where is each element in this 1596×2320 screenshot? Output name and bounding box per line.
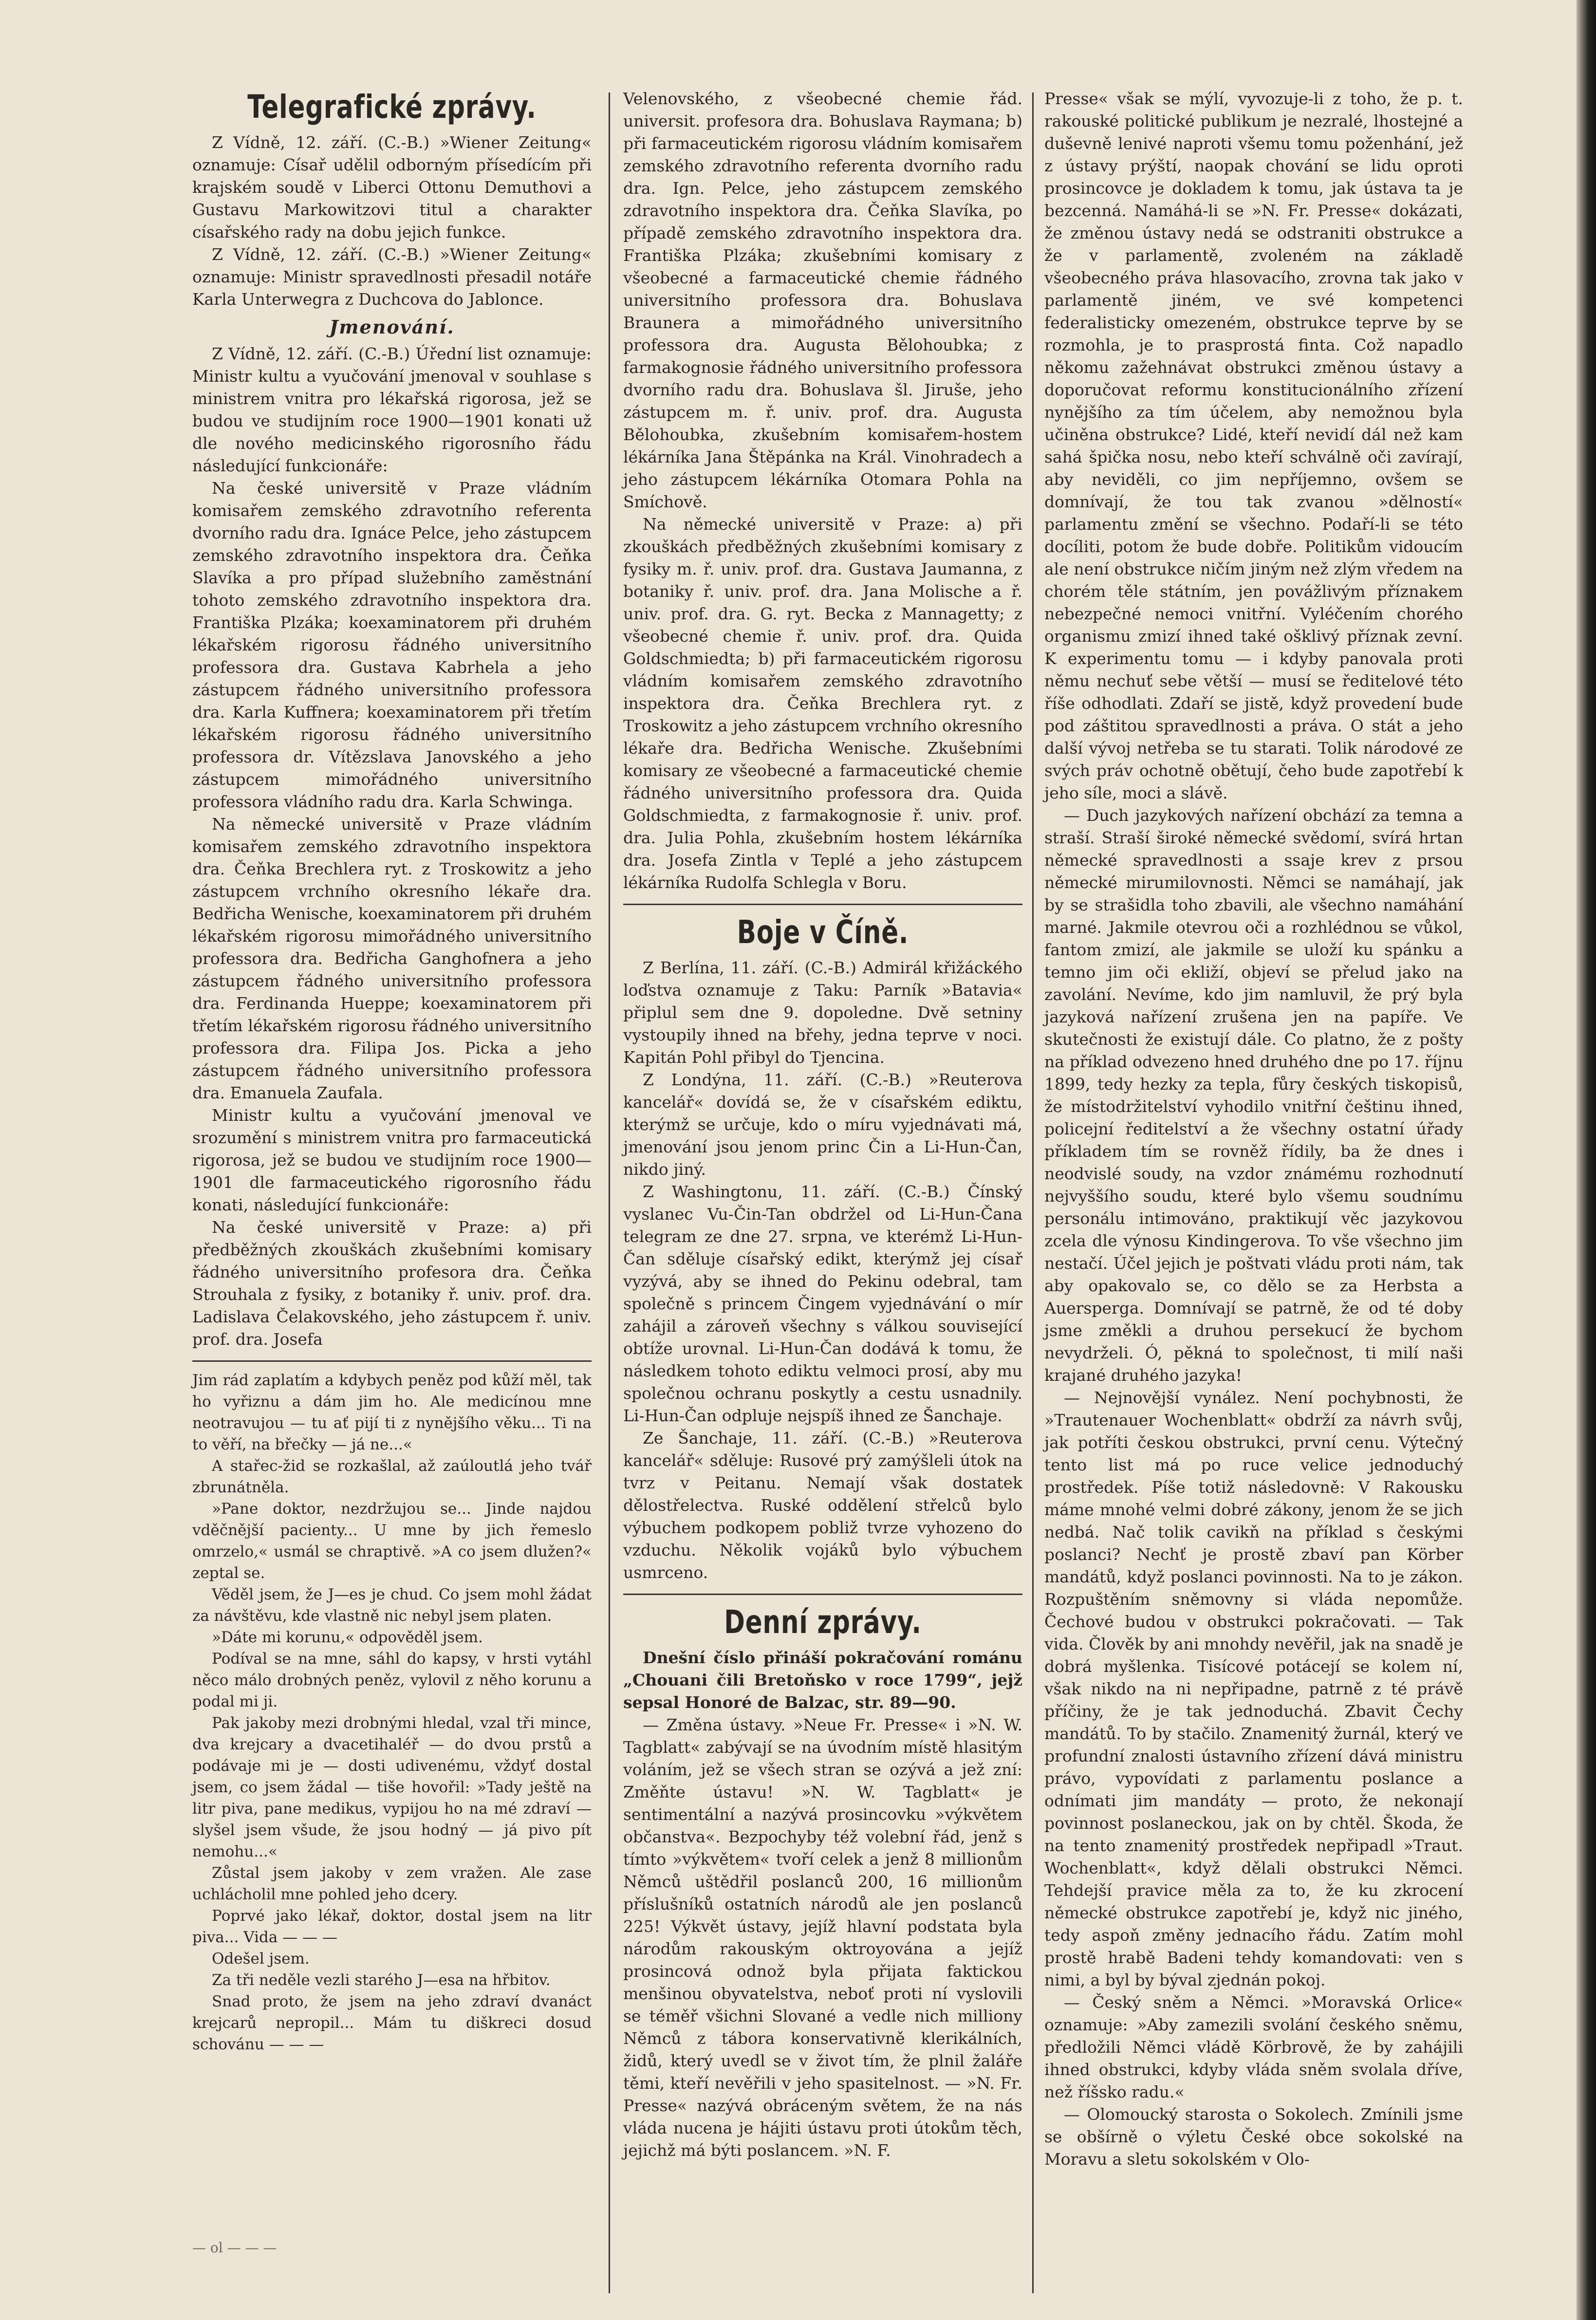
story-paragraph: Odešel jsem. — [212, 1950, 310, 1967]
news-item: Na české universitě v Praze: a) při předběžných zkouškách zkušebními komisary řádného universitního profesora dra. Čeňka Strouhala z fysiky, z botaniky ř. univ. prof. dra. Ladislava Čelakovského, jeho zástupcem ř. univ. prof. dra. Josefa — [192, 1218, 592, 1349]
story-paragraph: Snad proto, že jsem na jeho zdraví dvanáct krejcarů nepropil... Mám tu diškreci dosud schovánu — — — — [192, 1993, 592, 2053]
section-divider — [623, 904, 1022, 905]
news-item: Velenovského, z všeobecné chemie řád. universit. profesora dra. Bohuslava Raymana; b) při farmaceutickém rigorosu vládním komisařem zemského zdravotního referenta dvorního radu dra. Ign. Pelce, jeho zástupcem zemského zdravotního inspektora dra. Čeňka Slavíka, po případě zemského zdravotního inspektora dra. Františka Plzáka; zkušebními komisary z všeobecné a farmaceutické chemie řádného universitního professora dra. Bohuslava Braunera a mimořádného universitního professora dra. Augusta Bělohoubka; z farmakognosie řádného universitního professora dvorního radu dra. Bohuslava šl. Jiruše, jeho zástupcem m. ř. univ. prof. dra. Augusta Bělohoubka, zkušebním komisařem-hostem lékárníka Jana Štěpánka na Král. Vinohradech a jeho zástupcem lékárníka Otomara Pohla na Smíchově. — [623, 89, 1022, 511]
news-item: — Olomoucký starosta o Sokolech. Zmínili jsme se obšírně o výletu České obce sokolské na Moravu a sletu sokolském v Olo- — [1044, 2105, 1463, 2169]
news-item: Z Londýna, 11. září. (C.-B.) »Reuterova kancelář« dovídá se, že v císařském ediktu, kterýmž se určuje, kdo o míru vyjednávati má, jmenování jsou jenom princ Čin a Li-Hun-Čan, nikdo jiný. — [623, 1070, 1022, 1179]
news-item: — Změna ústavy. »Neue Fr. Presse« i »N. W. Tagblatt« zabývají se na úvodním místě hlasitým voláním, jež se všech stran se ozývá a jež zní: Změňte ústavu! »N. W. Tagblatt« je sentimentální a nazývá prosincovku »výkvětem občanstva«. Bezpochyby též volební řád, jenž s tímto »výkvětem« tvoří celek a jenž 8 millionům Němců uštědřil poslanců 200, 16 millionům příslušníků ostatních národů ale jen poslanců 225! Výkvět ústavy, jejíž hlavní podstata byla národům rakouským oktroyována a jejíž prosincová odnož byla přijata faktickou menšinou obyvatelstva, neboť proti ní vyslovili se téměř všichni Slované a vedle nich milliony Němců z tábora konservativně klerikálních, židů, který uvedl se v život tím, že plnil žaláře těmi, kteří nevěřili v jeho spasitelnost. — »N. Fr. Presse« nazývá obráceným světem, že na nás vláda nucena je hájiti ústavu proti útokům těch, jejichž má býti poslancem. »N. F. — [623, 1715, 1022, 2160]
news-item: — Nejnovější vynález. Není pochybnosti, že »Trautenauer Wochenblatt« obdrží za návrh svůj, jak potříti českou obstrukci, první cenu. Výtečný tento list má po ruce velice jednoduchý prostředek. Píše totiž následovně: V Rakousku máme mnohé velmi dobré zákony, jenom že se jich nedbá. Nač tolik cavikň na příklad s českými poslanci? Nechť je prostě zbaví pan Körber mandátů, když poslanci povinnosti. Na to je zákon. Rozpuštěním sněmovny si vláda nepomůže. Čechové budou v obstrukci pokračovati. — Tak vida. Člověk by ani mnohdy nevěřil, jak na snadě je dobrá myšlenka. Tisícové potácejí se kolem ní, však nikdo na ni nepřipadne, patrně z té právě příčiny, že je tak jednoduchá. Zbavit Čechy mandátů. To by stačilo. Znamenitý žurnál, který ve profundní znalosti ústavního zřízení dává ministru právo, vypovídati z parlamentu poslance a odnímati jim mandáty — proto, že nekonají povinnost poslaneckou, jak on by chtěl. Škoda, že na tento znamenitý prostředek nepřipadl »Traut. Wochenblatt«, když dělali obstrukci Němci. Tehdejší pravice měla za to, že ku zkrocení německé obstrukce zapotřebí je, když nic jiného, tedy aspoň změny jednacího řádu. Zatím mohl prostě hrabě Badeni tehdy komandovati: ven s nimi, a byl by býval zjednán pokoj. — [1044, 1388, 1463, 1989]
section-heading-telegraphic-news: Telegrafické zprávy. — [247, 88, 537, 126]
story-paragraph: Věděl jsem, že J—es je chud. Co jsem mohl žádat za návštěvu, kde vlastně nic nebyl jsem platen. — [192, 1586, 592, 1625]
news-item: Z Vídně, 12. září. (C.-B.) Úřední list oznamuje: Ministr kultu a vyučování jmenoval v souhlase s ministrem vnitra pro lékařská rigorosa, jež se budou ve studijním roce 1900—1901 konati už dle nového medicinského rigorosního řádu následující funkcionáře: — [192, 344, 592, 475]
news-item: Z Washingtonu, 11. září. (C.-B.) Čínský vyslanec Vu-Čin-Tan obdržel od Li-Hun-Čana telegram ze dne 27. srpna, ve kterémž Li-Hun-Čan sděluje císařský edikt, kterýmž jej císař vyzývá, aby se ihned do Pekinu odebral, tam společně s princem Čingem vyjednávání o mír zahájil a zároveň všechny s válkou související obtíže urovnal. Li-Hun-Čan dodává k tomu, že následkem tohoto ediktu velmoci prosí, aby mu společnou ochranu poskytly a cestu usnadnily. Li-Hun-Čan odpluje nejspíš ihned ze Šanchaje. — [623, 1182, 1022, 1425]
news-item: Presse« však se mýlí, vyvozuje-li z toho, že p. t. rakouské politické publikum je nezralé, lhostejné a duševně lenivé naproti všemu tomu poženhání, jež z ústavy prýští, naopak chování se lidu oproti prosincovce je dokladem k tomu, jak ústava ta je bezcenná. Namáhá-li se »N. Fr. Presse« dokázati, že změnou ústavy nedá se odstraniti obstrukce a že v parlamentě, zvoleném na základě všeobecného práva hlasovacího, zrovna tak jako v parlamentě jiném, ve své kompetenci federalisticky omezeném, obstrukce teprve by se rozmohla, je to prasprostá finta. Což napadlo někomu zažehnávat obstrukci změnou ústavy a doporučovat reformu konstitucionálního zřízení nynějšího za tím účelem, aby nemožnou byla učiněna obstrukce? Lidé, kteří nevidí dál než kam sahá špička nosu, nebo kteří schválně oči zavírají, aby neviděli, co jim nepříjemno, ovšem se domnívají, že tou tak zvanou »dělností« parlamentu změní se všechno. Podaří-li se této docíliti, potom že bude dobře. Politikům vidoucím ale není obstrukce ničím jiným než zlým vředem na chorém těle státním, jen povážlivým příznakem nebezpečné nemoci vnitřní. Vyléčením chorého organismu zmizí ihned také ošklivý příznak zevní. K experimentu tomu — i kdyby panovala proti němu nechuť sebe větší — musí se ředitelové této říše odhodlati. Zdaří se jistě, když provedení bude pod záštitou spravedlnosti a práva. O stát a jeho další vývoj netřeba se tu starati. Tolik národové ze svých práv ochotně obětují, čeho bude zapotřebí k jeho síle, moci a slávě. — [1044, 89, 1463, 802]
news-item: Na německé universitě v Praze vládním komisařem zemského zdravotního inspektora dra. Čeňka Brechlera ryt. z Troskowitz a jeho zástupcem vrchního okresního lékaře dra. Bedřicha Wenische, koexaminatorem při druhém lékařském rigorosu mimořádného universitního professora dra. Bedřicha Ganghofnera a jeho zástupcem řádného universitního professora dra. Ferdinanda Hueppe; koexaminatorem při třetím lékařském rigorosu řádného universitního professora dra. Filipa Jos. Picka a jeho zástupcem řádného universitního professora dra. Emanuela Zaufala. — [192, 815, 592, 1102]
subheading-appointments: Jmenování. — [329, 316, 455, 338]
story-paragraph: »Pane doktor, nezdržujou se... Jinde najdou vděčnější pacienty... U mne by jich řemeslo omrzelo,« usmál se chraptivě. »A co jsem dlužen?« zeptal se. — [192, 1500, 592, 1582]
news-item: — Český sněm a Němci. »Moravská Orlice« oznamuje: »Aby zamezili svolání českého sněmu, předložili Němci vládě Körbrově, že by zahájili ihned obstrukci, kdyby vláda sněm svolala dříve, než říšsko radu.« — [1044, 1993, 1463, 2101]
news-item: Na české universitě v Praze vládním komisařem zemského zdravotního referenta dvorního radu dra. Ignáce Pelce, jeho zástupcem zemského zdravotního inspektora dra. Čeňka Slavíka a pro případ služebního zaměstnání tohoto zemského zdravotního inspektora dra. Františka Plzáka; koexaminatorem při druhém lékařském rigorosu řádného universitního professora dra. Gustava Kabrhela a jeho zástupcem řádného universitního professora dra. Karla Kuffnera; koexaminatorem při třetím lékařském rigorosu řádného universitního professora dr. Vítězslava Janovského a jeho zástupcem mimořádného universitního professora vládního radu dra. Karla Schwinga. — [192, 479, 592, 811]
column-divider — [1032, 93, 1034, 2293]
feuilleton-divider — [192, 1360, 592, 1362]
news-item: Z Berlína, 11. září. (C.-B.) Admirál křižáckého loďstva oznamuje z Taku: Parník »Batavia« připlul sem dne 9. dopoledne. Dvě setniny vystoupily ihned na břehy, jedna teprve v noci. Kapitán Pohl přibyl do Tjencina. — [623, 958, 1022, 1067]
story-paragraph: A stařec-žid se rozkašlal, až zaúloutlá jeho tvář zbrunátněla. — [192, 1457, 592, 1496]
column-2 — [623, 88, 1022, 2162]
news-item: Dnešní číslo přináší pokračování románu „Chouani čili Bretoňsko v roce 1799“, jejž sepsal Honoré de Balzac, str. 89—90. — [623, 1648, 1022, 1712]
story-paragraph: Poprvé jako lékař, doktor, dostal jsem na litr piva... Vida — — — — [192, 1907, 592, 1946]
section-heading-daily-news: Denní zprávy. — [724, 1603, 922, 1641]
news-item: Z Vídně, 12. září. (C.-B.) »Wiener Zeitung« oznamuje: Císař udělil odborným přísedícím při krajském soudě v Liberci Ottonu Demuthovi a Gustavu Markowitzovi titul a charakter císařského rady na dobu jejich funkce. — [192, 133, 592, 241]
column-3 — [1044, 88, 1463, 2171]
news-item: Ministr kultu a vyučování jmenoval ve srozumění s ministrem vnitra pro farmaceutická rigorosa, jež se budou ve studijním roce 1900—1901 dle farmaceutického rigorosního řádu konati, následující funkcionáře: — [192, 1106, 592, 1214]
story-end-mark: — ol — — — — [192, 2240, 277, 2256]
news-item: Z Vídně, 12. září. (C.-B.) »Wiener Zeitung« oznamuje: Ministr spravedlnosti přesadil notáře Karla Unterwegra z Duchcova do Jablonce. — [192, 245, 592, 309]
story-paragraph: Za tři neděle vezli starého J—esa na hřbitov. — [212, 1971, 551, 1989]
page-edge — [1577, 0, 1596, 2320]
news-item: Na německé universitě v Praze: a) při zkouškách předběžných zkušebními komisary z fysiky m. ř. univ. prof. dra. Gustava Jaumanna, z botaniky ř. univ. prof. dra. Jana Molische a ř. univ. prof. dra. G. ryt. Becka z Mannagetty; z všeobecné chemie ř. univ. prof. dra. Quida Goldschmiedta; b) při farmaceutickém rigorosu vládním komisařem zemského zdravotního inspektora dra. Čeňka Brechlera ryt. z Troskowitz a jeho zástupcem vrchního okresního lékaře dra. Bedřicha Wenische. Zkušebními komisary ze všeobecné a farmaceutické chemie řádného universitního professora dra. Quida Goldschmiedta, z farmakognosie ř. univ. prof. dra. Julia Pohla, zkušebním hostem lékárníka dra. Josefa Zintla v Teplé a jeho zástupcem lékárníka Rudolfa Schlegla v Boru. — [623, 515, 1022, 892]
column-1 — [192, 88, 592, 2055]
news-item: Ze Šanchaje, 11. září. (C.-B.) »Reuterova kancelář« sděluje: Rusové prý zamýšleli útok na tvrz v Peitanu. Nemají však dostatek dělostřelectva. Ruské oddělení střelců bylo výbuchem podkopem pobliž tvrze vyhozeno do vzduchu. Několik vojáků bylo výbuchem usmrceno. — [623, 1429, 1022, 1582]
story-paragraph: Pak jakoby mezi drobnými hledal, vzal tři mince, dva krejcary a dvacetihaléř — do dvou prstů a podávaje mi je — dosti udivenému, vždyť dostal jsem, co jsem žádal — tiše hovořil: »Tady ještě na litr piva, pane medikus, vypijou ho na mé zdraví — slyšel jsem všude, že jsou hodný — já pivo pít nemohu...« — [192, 1714, 592, 1860]
story-paragraph: Zůstal jsem jakoby v zem vražen. Ale zase uchlácholil mne pohled jeho dcery. — [192, 1864, 592, 1903]
section-heading-china: Boje v Číně. — [737, 913, 909, 951]
story-paragraph: Podíval se na mne, sáhl do kapsy, v hrsti vytáhl něco málo drobných peněz, vylovil z něho korunu a podal mi ji. — [192, 1650, 592, 1710]
story-paragraph: »Dáte mi korunu,« odpověděl jsem. — [212, 1629, 483, 1646]
section-divider — [623, 1594, 1022, 1595]
feuilleton-story — [192, 1370, 592, 2055]
news-item: — Duch jazykových nařízení obchází za temna a straší. Straší široké německé svědomí, svírá hrtan německé spravedlnosti a ssaje krev z prsou německé mirumilovnosti. Němci se namáhají, jak by se strašidla toho zbavili, ale všechno namáhání marné. Jakmile otevrou oči a rozhlédnou se vůkol, fantom zmizí, ale jakmile se uloží ku spánku a temno jim oči ekliží, objeví se přelud jako na zavolání. Nevíme, kdo jim namluvil, že prý byla jazyková nařízení zrušena jen na papíře. Ve skutečnosti že existují dále. Co platno, že z pošty na příklad odvezeno hned druhého dne po 17. říjnu 1899, tedy hezky za tepla, fůry českých tiskopisů, že místodržitelství vyhodilo vnitřní češtinu ihned, policejní ředitelství a že všechny ostatní úřady příkladem tím se rovněž řídily, ba že dnes i neodvislé soudy, na vzdor známému rozhodnutí nejvyššího soudu, které bylo všemu soudnímu personálu intimováno, praktikují věc jazykovou zcela dle výnosu Kindingerova. To vše všechno jim nestačí. Účel jejich je poštvati vládu proti nám, tak aby opakovalo se, co dělo se za Herbsta a Auersperga. Domnívají se patrně, že od té doby jsme změkli a druhou persekucí že bychom nevydrželi. Ó, pěkná to společnost, ti milí naši krajané druhého jazyka! — [1044, 806, 1463, 1385]
story-paragraph: Jim rád zaplatím a kdybych peněz pod kůží měl, tak ho vyřiznu a dám jim ho. Ale medicínou mne neotravujou — tu ať pijí ti z nynějšího věku... Ti na to věří, na břečky — já ne...« — [192, 1372, 592, 1453]
column-divider — [609, 93, 610, 2293]
